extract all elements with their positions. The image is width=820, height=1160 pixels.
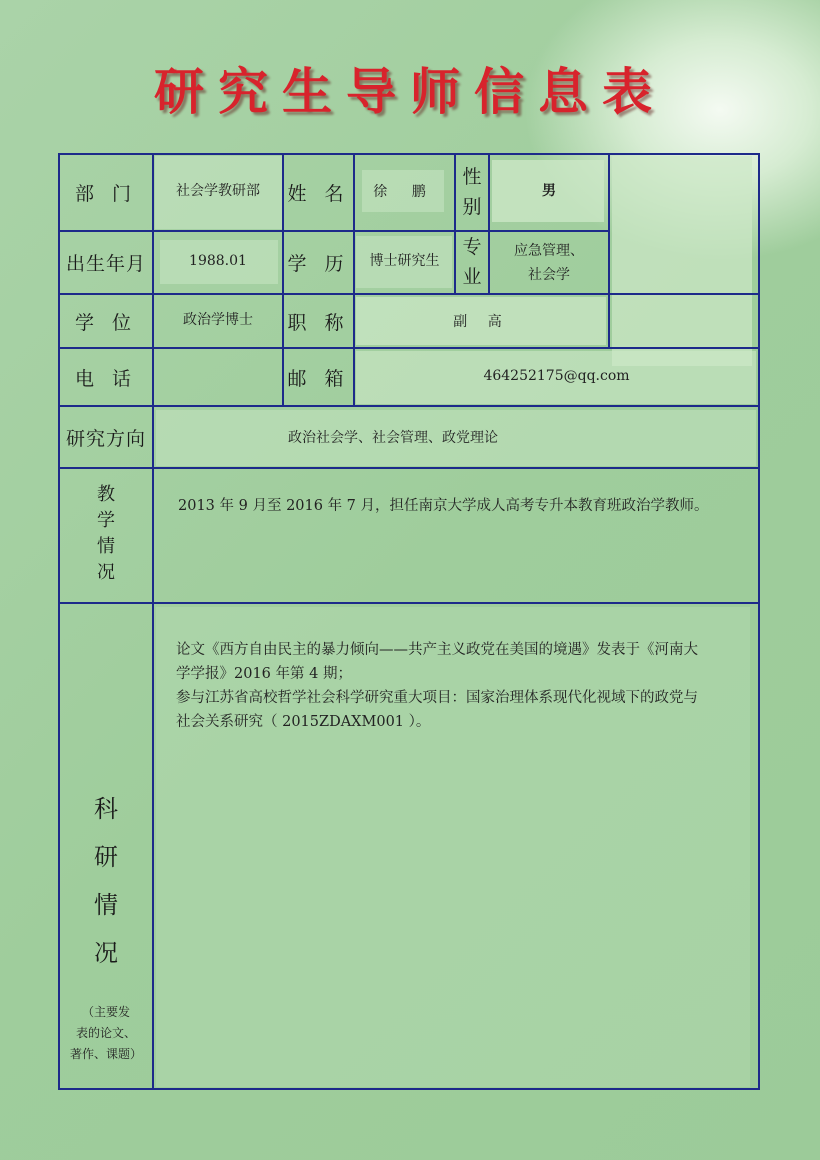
teaching-label-char-2: 学 — [97, 510, 115, 531]
research-work-text — [176, 638, 751, 734]
major-label-char-2: 业 — [462, 265, 482, 288]
teaching-label-char-3: 情 — [97, 536, 115, 557]
research-work-label-char-1: 科 — [94, 795, 118, 823]
degree-value: 政治学博士 — [183, 311, 253, 328]
edu-label: 学 历 — [287, 253, 350, 275]
teaching-label-char-1: 教 — [97, 484, 115, 505]
teaching-label-char-4: 况 — [97, 562, 115, 583]
dept-value: 社会学教研部 — [176, 183, 260, 199]
edu-value: 博士研究生 — [369, 253, 440, 269]
research-direction-label: 研究方向 — [65, 427, 146, 450]
dept-label: 部 门 — [74, 183, 138, 205]
email-label: 邮 箱 — [287, 367, 350, 390]
degree-label: 学 位 — [74, 311, 138, 334]
page-title: 研究生导师信息表 — [154, 63, 666, 121]
research-line-4: 社会关系研究（ 2015ZDAXM001 ）。 — [176, 714, 431, 730]
research-work-label-char-3: 情 — [94, 891, 118, 919]
gender-value: 男 — [542, 183, 556, 199]
research-work-label-char-2: 研 — [94, 843, 118, 871]
note-line-2: 表的论文、 — [75, 1026, 136, 1040]
major-value-line-1: 应急管理、 — [514, 242, 584, 259]
teaching-label — [60, 482, 152, 592]
email-value: 464252175@qq.com — [483, 368, 630, 384]
research-work-label — [60, 785, 152, 975]
major-value-line-2: 社会学 — [528, 266, 570, 283]
teaching-text: 2013 年 9 月至 2016 年 7 月，担任南京大学成人高考专升本教育班政治学教师。 — [178, 498, 709, 514]
gender-label-char-2: 别 — [462, 195, 482, 218]
note-line-1: （主要发 — [81, 1005, 130, 1019]
research-direction-value: 政治社会学、社会管理、政党理论 — [288, 430, 498, 446]
rank-label: 职 称 — [287, 311, 350, 334]
major-value — [490, 232, 608, 293]
research-line-1: 论文《西方自由民主的暴力倾向——共产主义政党在美国的境遇》发表于《河南大 — [176, 642, 698, 658]
name-value: 徐 鹏 — [373, 184, 436, 200]
phone-value — [154, 349, 282, 405]
research-line-3: 参与江苏省高校哲学社会科学研究重大项目：国家治理体系现代化视域下的政党与 — [176, 690, 698, 706]
research-work-note — [60, 1002, 152, 1068]
major-label-char-1: 专 — [462, 236, 482, 259]
note-line-3: 著作、课题） — [69, 1047, 142, 1061]
major-label — [456, 232, 488, 293]
rank-value: 副 高 — [453, 314, 510, 330]
research-line-2: 学学报》2016 年第 4 期； — [176, 666, 352, 682]
name-label: 姓 名 — [287, 183, 350, 205]
birth-label: 出生年月 — [65, 253, 146, 275]
gender-label-char-1: 性 — [462, 166, 482, 189]
birth-value: 1988.01 — [189, 253, 247, 269]
photo-area — [612, 156, 752, 366]
research-work-label-char-4: 况 — [94, 939, 118, 967]
phone-label: 电 话 — [74, 367, 138, 390]
gender-label — [456, 155, 488, 230]
